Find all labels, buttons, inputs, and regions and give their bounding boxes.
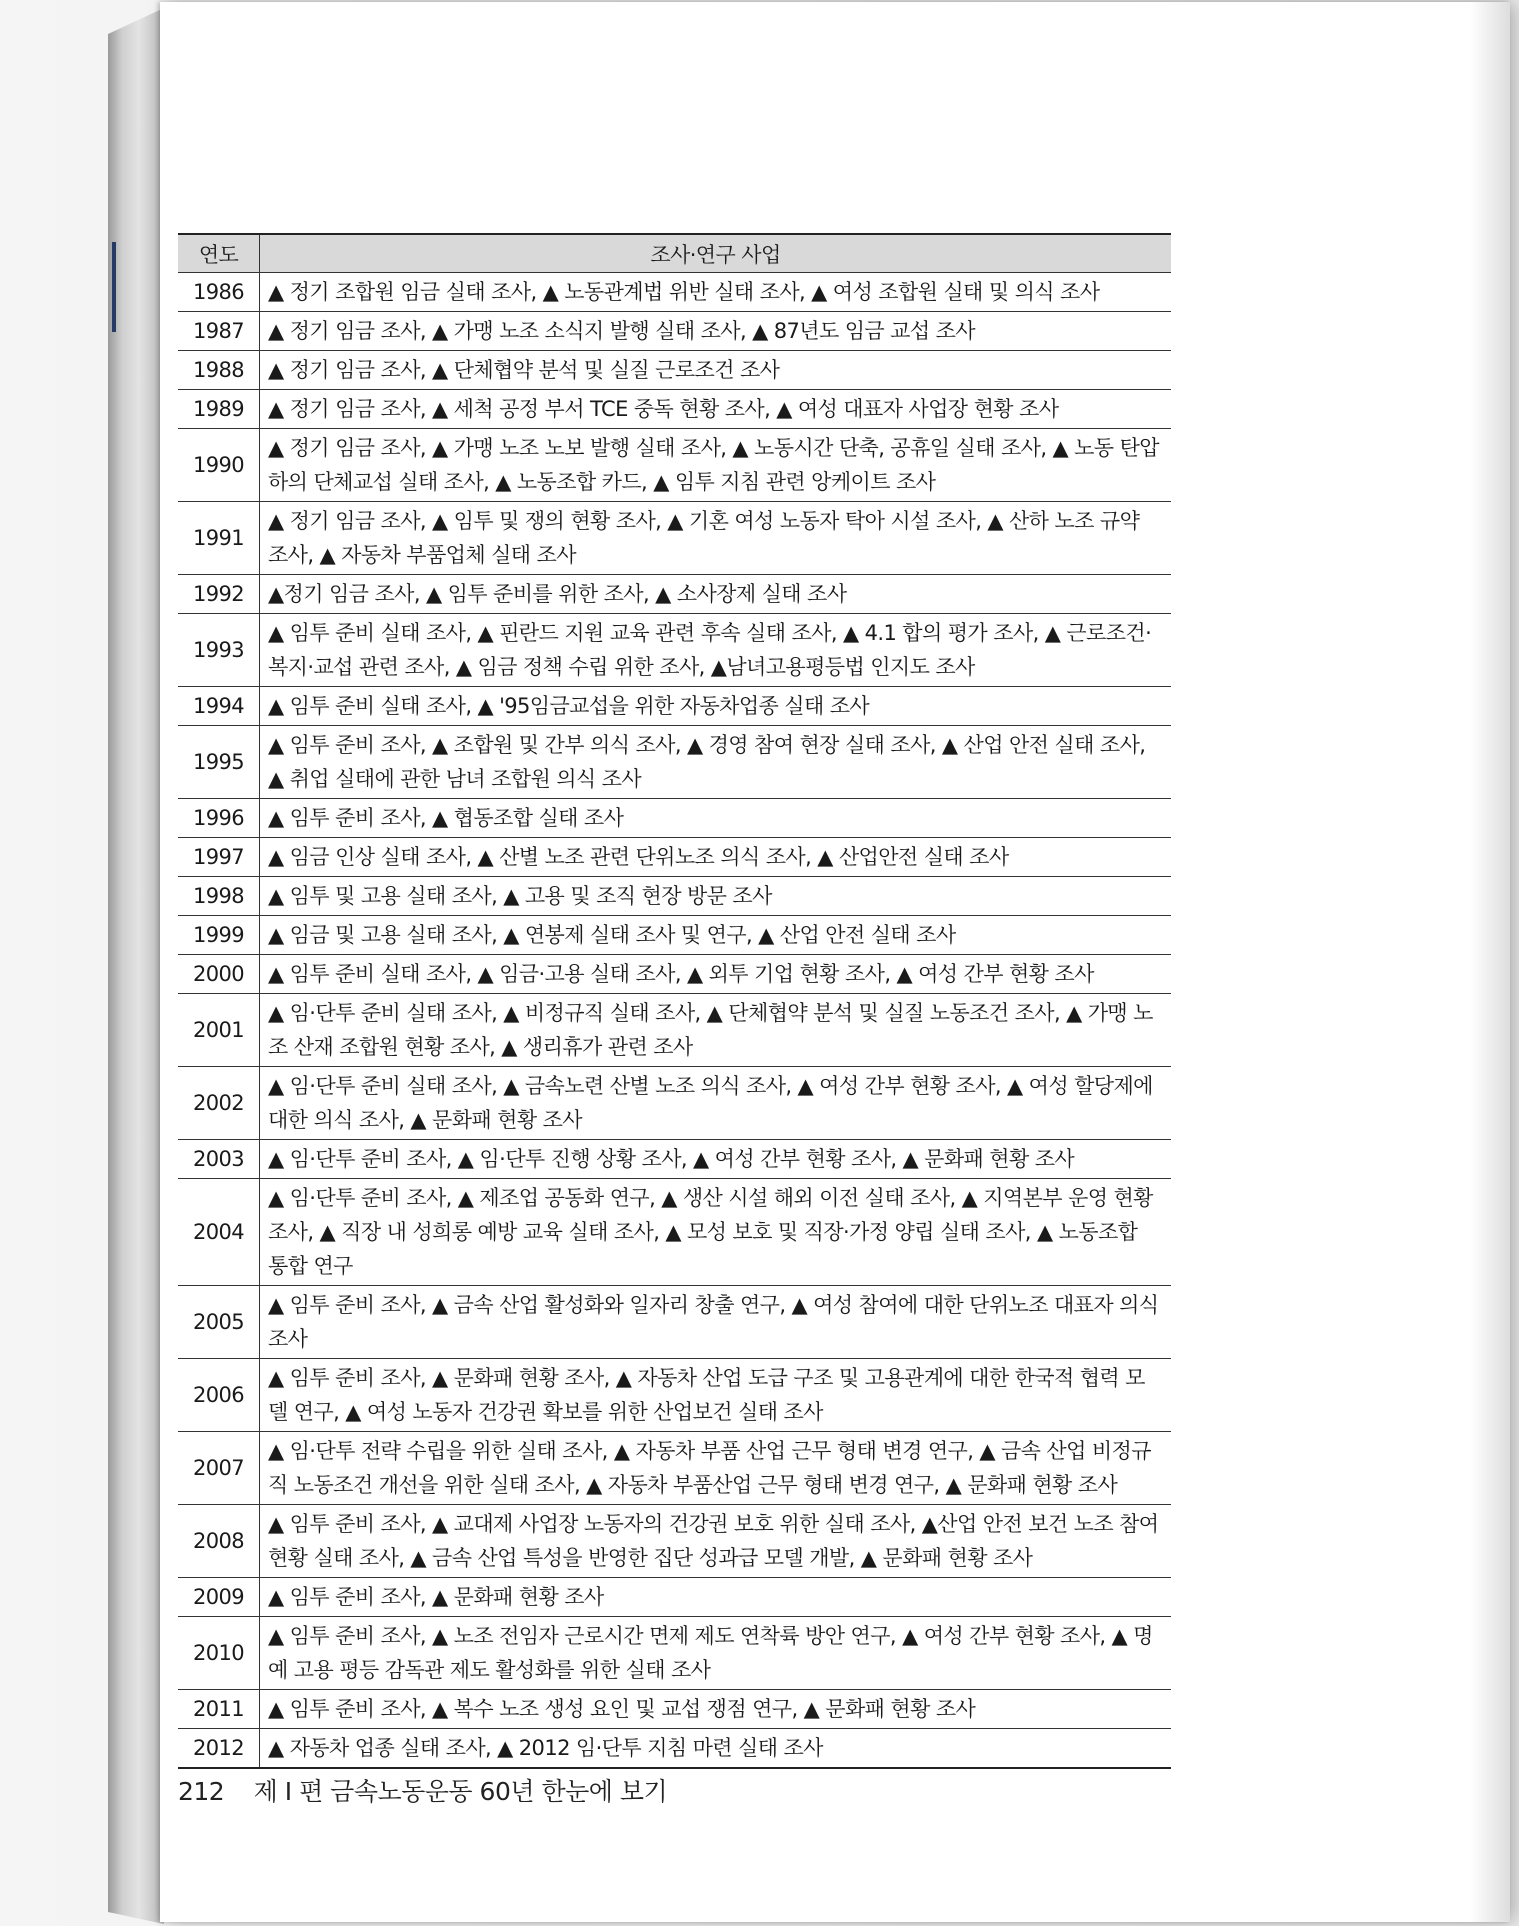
- table-row: [178, 575, 1171, 614]
- table-row: [178, 273, 1171, 312]
- row-year: 2012: [178, 1729, 260, 1769]
- row-year: 1996: [178, 799, 260, 838]
- table-row: [178, 994, 1171, 1067]
- book-side-edge: [108, 8, 164, 1924]
- row-projects: ▲ 임투 준비 실태 조사, ▲ 핀란드 지원 교육 관련 후속 실태 조사, ▲ 4.1 합의 평가 조사, ▲ 근로조건·복지·교섭 관련 조사, ▲ 임금 정책 수립 위한 조사, ▲남녀고용평등법 인지도 조사: [260, 614, 1172, 687]
- table-row: [178, 955, 1171, 994]
- table-body: [178, 273, 1171, 1769]
- row-year: 2010: [178, 1617, 260, 1690]
- row-projects: ▲ 정기 임금 조사, ▲ 단체협약 분석 및 실질 근로조건 조사: [260, 351, 1172, 390]
- table-row: [178, 429, 1171, 502]
- row-projects: ▲ 임투 준비 조사, ▲ 교대제 사업장 노동자의 건강권 보호 위한 실태 조사, ▲산업 안전 보건 노조 참여 현황 실태 조사, ▲ 금속 산업 특성을 반영한 집단 성과급 모델 개발, ▲ 문화패 현황 조사: [260, 1505, 1172, 1578]
- table-row: [178, 1286, 1171, 1359]
- row-projects: ▲ 정기 임금 조사, ▲ 가맹 노조 소식지 발행 실태 조사, ▲ 87년도 임금 교섭 조사: [260, 312, 1172, 351]
- row-projects: ▲ 임·단투 전략 수립을 위한 실태 조사, ▲ 자동차 부품 산업 근무 형태 변경 연구, ▲ 금속 산업 비정규직 노동조건 개선을 위한 실태 조사, ▲ 자동차 부품산업 근무 형태 변경 연구, ▲ 문화패 현황 조사: [260, 1432, 1172, 1505]
- row-year: 2005: [178, 1286, 260, 1359]
- row-year: 2004: [178, 1179, 260, 1286]
- row-year: 1991: [178, 502, 260, 575]
- table-row: [178, 390, 1171, 429]
- row-year: 1990: [178, 429, 260, 502]
- row-projects: ▲ 정기 임금 조사, ▲ 가맹 노조 노보 발행 실태 조사, ▲ 노동시간 단축, 공휴일 실태 조사, ▲ 노동 탄압 하의 단체교섭 실태 조사, ▲ 노동조합 카드, ▲ 임투 지침 관련 앙케이트 조사: [260, 429, 1172, 502]
- table-row: [178, 351, 1171, 390]
- row-year: 1987: [178, 312, 260, 351]
- table-row: [178, 1067, 1171, 1140]
- row-year: 1993: [178, 614, 260, 687]
- row-year: 1988: [178, 351, 260, 390]
- table-row: [178, 1617, 1171, 1690]
- table-row: [178, 502, 1171, 575]
- table-row: [178, 1505, 1171, 1578]
- row-year: 2006: [178, 1359, 260, 1432]
- table-row: [178, 1359, 1171, 1432]
- table-row: [178, 312, 1171, 351]
- survey-table: [178, 233, 1171, 1769]
- row-projects: ▲ 임투 준비 조사, ▲ 협동조합 실태 조사: [260, 799, 1172, 838]
- row-year: 1998: [178, 877, 260, 916]
- row-year: 1995: [178, 726, 260, 799]
- table-header-row: [178, 234, 1171, 273]
- row-projects: ▲ 임투 준비 조사, ▲ 복수 노조 생성 요인 및 교섭 쟁점 연구, ▲ 문화패 현황 조사: [260, 1690, 1172, 1729]
- table-row: [178, 1578, 1171, 1617]
- row-year: 2007: [178, 1432, 260, 1505]
- header-year: 연도: [178, 234, 260, 273]
- table-row: [178, 877, 1171, 916]
- row-year: 1989: [178, 390, 260, 429]
- row-year: 1997: [178, 838, 260, 877]
- table-row: [178, 614, 1171, 687]
- row-projects: ▲ 임투 준비 조사, ▲ 문화패 현황 조사, ▲ 자동차 산업 도급 구조 및 고용관계에 대한 한국적 협력 모델 연구, ▲ 여성 노동자 건강권 확보를 위한 산업보건 실태 조사: [260, 1359, 1172, 1432]
- row-projects: ▲정기 임금 조사, ▲ 임투 준비를 위한 조사, ▲ 소사장제 실태 조사: [260, 575, 1172, 614]
- row-projects: ▲ 임투 준비 조사, ▲ 조합원 및 간부 의식 조사, ▲ 경영 참여 현장 실태 조사, ▲ 산업 안전 실태 조사, ▲ 취업 실태에 관한 남녀 조합원 의식 조사: [260, 726, 1172, 799]
- table-row: [178, 838, 1171, 877]
- row-projects: ▲ 임금 인상 실태 조사, ▲ 산별 노조 관련 단위노조 의식 조사, ▲ 산업안전 실태 조사: [260, 838, 1172, 877]
- row-year: 1992: [178, 575, 260, 614]
- table-row: [178, 726, 1171, 799]
- row-projects: ▲ 임투 준비 실태 조사, ▲ 임금·고용 실태 조사, ▲ 외투 기업 현황 조사, ▲ 여성 간부 현황 조사: [260, 955, 1172, 994]
- row-projects: ▲ 임금 및 고용 실태 조사, ▲ 연봉제 실태 조사 및 연구, ▲ 산업 안전 실태 조사: [260, 916, 1172, 955]
- table-row: [178, 687, 1171, 726]
- row-projects: ▲ 정기 임금 조사, ▲ 임투 및 쟁의 현황 조사, ▲ 기혼 여성 노동자 탁아 시설 조사, ▲ 산하 노조 규약 조사, ▲ 자동차 부품업체 실태 조사: [260, 502, 1172, 575]
- table-row: [178, 1140, 1171, 1179]
- page-shade: [1470, 2, 1510, 1922]
- row-year: 2002: [178, 1067, 260, 1140]
- table-row: [178, 799, 1171, 838]
- row-year: 2009: [178, 1578, 260, 1617]
- row-projects: ▲ 정기 임금 조사, ▲ 세척 공정 부서 TCE 중독 현황 조사, ▲ 여성 대표자 사업장 현황 조사: [260, 390, 1172, 429]
- table-row: [178, 1729, 1171, 1769]
- row-year: 2011: [178, 1690, 260, 1729]
- row-projects: ▲ 임투 준비 실태 조사, ▲ '95임금교섭을 위한 자동차업종 실태 조사: [260, 687, 1172, 726]
- section-title: 제 I 편 금속노동운동 60년 한눈에 보기: [253, 1777, 668, 1806]
- header-project: 조사·연구 사업: [260, 234, 1172, 273]
- table-row: [178, 1432, 1171, 1505]
- row-projects: ▲ 자동차 업종 실태 조사, ▲ 2012 임·단투 지침 마련 실태 조사: [260, 1729, 1172, 1769]
- row-year: 2000: [178, 955, 260, 994]
- row-year: 2003: [178, 1140, 260, 1179]
- row-projects: ▲ 정기 조합원 임금 실태 조사, ▲ 노동관계법 위반 실태 조사, ▲ 여성 조합원 실태 및 의식 조사: [260, 273, 1172, 312]
- row-projects: ▲ 임·단투 준비 조사, ▲ 임·단투 진행 상황 조사, ▲ 여성 간부 현황 조사, ▲ 문화패 현황 조사: [260, 1140, 1172, 1179]
- page-number: 212: [178, 1777, 225, 1806]
- row-year: 2008: [178, 1505, 260, 1578]
- table-row: [178, 916, 1171, 955]
- row-year: 1994: [178, 687, 260, 726]
- row-projects: ▲ 임투 준비 조사, ▲ 금속 산업 활성화와 일자리 창출 연구, ▲ 여성 참여에 대한 단위노조 대표자 의식 조사: [260, 1286, 1172, 1359]
- row-year: 2001: [178, 994, 260, 1067]
- table-row: [178, 1690, 1171, 1729]
- spine-mark: [112, 242, 116, 332]
- row-projects: ▲ 임투 준비 조사, ▲ 노조 전임자 근로시간 면제 제도 연착륙 방안 연구, ▲ 여성 간부 현황 조사, ▲ 명예 고용 평등 감독관 제도 활성화를 위한 실태 조사: [260, 1617, 1172, 1690]
- row-projects: ▲ 임·단투 준비 실태 조사, ▲ 비정규직 실태 조사, ▲ 단체협약 분석 및 실질 노동조건 조사, ▲ 가맹 노조 산재 조합원 현황 조사, ▲ 생리휴가 관련 조사: [260, 994, 1172, 1067]
- table-row: [178, 1179, 1171, 1286]
- row-projects: ▲ 임·단투 준비 조사, ▲ 제조업 공동화 연구, ▲ 생산 시설 해외 이전 실태 조사, ▲ 지역본부 운영 현황 조사, ▲ 직장 내 성희롱 예방 교육 실태 조사, ▲ 모성 보호 및 직장·가정 양립 실태 조사, ▲ 노동조합 통합 연구: [260, 1179, 1172, 1286]
- row-projects: ▲ 임투 준비 조사, ▲ 문화패 현황 조사: [260, 1578, 1172, 1617]
- row-year: 1999: [178, 916, 260, 955]
- row-projects: ▲ 임투 및 고용 실태 조사, ▲ 고용 및 조직 현장 방문 조사: [260, 877, 1172, 916]
- page-footer: [178, 1772, 667, 1808]
- row-projects: ▲ 임·단투 준비 실태 조사, ▲ 금속노련 산별 노조 의식 조사, ▲ 여성 간부 현황 조사, ▲ 여성 할당제에 대한 의식 조사, ▲ 문화패 현황 조사: [260, 1067, 1172, 1140]
- row-year: 1986: [178, 273, 260, 312]
